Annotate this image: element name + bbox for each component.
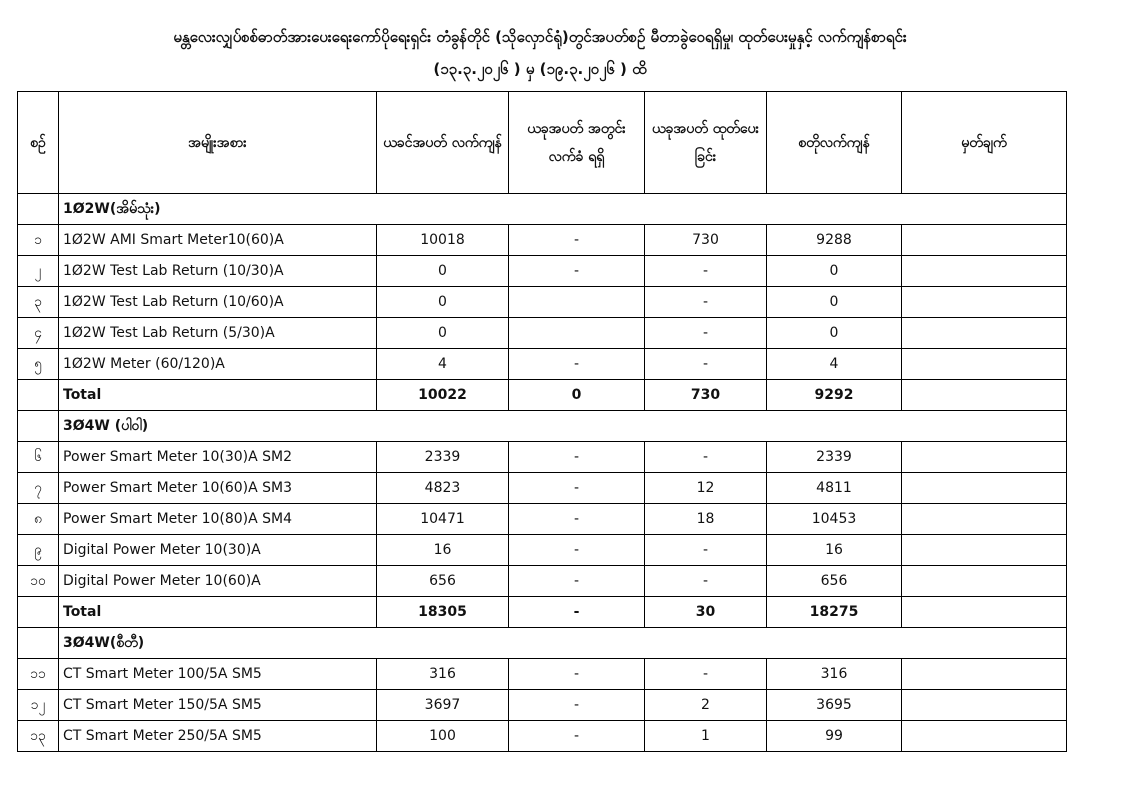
table-row — [18, 442, 1067, 473]
remarks-value — [902, 225, 1067, 256]
prev-balance-value: 3697 — [377, 690, 509, 721]
meter-type: CT Smart Meter 250/5A SM5 — [59, 721, 377, 752]
prev-balance-value: 316 — [377, 659, 509, 690]
remarks-value — [902, 504, 1067, 535]
issued-value: - — [645, 442, 767, 473]
meter-type: Digital Power Meter 10(30)A — [59, 535, 377, 566]
total-received: 0 — [509, 380, 645, 411]
prev-balance-value: 16 — [377, 535, 509, 566]
table-row — [18, 256, 1067, 287]
remarks-value — [902, 721, 1067, 752]
issued-value: - — [645, 256, 767, 287]
row-number: ၃ — [18, 287, 59, 318]
stock-value: 2339 — [767, 442, 902, 473]
section-no-cell — [18, 628, 59, 659]
col-header-prev-balance: ယခင်အပတ် လက်ကျန် — [377, 92, 509, 194]
total-prev-balance: 10022 — [377, 380, 509, 411]
received-value: - — [509, 442, 645, 473]
issued-value: 1 — [645, 721, 767, 752]
remarks-value — [902, 349, 1067, 380]
stock-value: 4811 — [767, 473, 902, 504]
table-row — [18, 566, 1067, 597]
received-value: - — [509, 504, 645, 535]
section-label: 3Ø4W (ပါဝါ) — [59, 411, 1067, 442]
table-row — [18, 504, 1067, 535]
received-value: - — [509, 659, 645, 690]
section-no-cell — [18, 194, 59, 225]
prev-balance-value: 10018 — [377, 225, 509, 256]
total-issued: 730 — [645, 380, 767, 411]
stock-value: 316 — [767, 659, 902, 690]
issued-value: 12 — [645, 473, 767, 504]
issued-value: - — [645, 318, 767, 349]
col-header-no: စဉ် — [18, 92, 59, 194]
total-issued: 30 — [645, 597, 767, 628]
prev-balance-value: 0 — [377, 287, 509, 318]
issued-value: 18 — [645, 504, 767, 535]
document-title: မန္တလေးလျှပ်စစ်ဓာတ်အားပေးရေးကော်ပိုရေးရှင်း တံခွန်တိုင် (သိုလှောင်ရုံ)တွင်အပတ်စဉ် မီတာခွဲဝေရရှိမှု၊ ထုတ်ပေးမှုနှင့် လက်ကျန်စာရင်း — [173, 28, 907, 46]
prev-balance-value: 10471 — [377, 504, 509, 535]
section-header-row — [18, 628, 1067, 659]
header-row — [18, 92, 1067, 194]
col-header-remarks: မှတ်ချက် — [902, 92, 1067, 194]
table-row — [18, 535, 1067, 566]
stock-value: 16 — [767, 535, 902, 566]
stock-value: 0 — [767, 318, 902, 349]
total-label: Total — [59, 597, 377, 628]
row-number: ၁၁ — [18, 659, 59, 690]
stock-value: 10453 — [767, 504, 902, 535]
prev-balance-value: 0 — [377, 256, 509, 287]
meter-type: 1Ø2W Test Lab Return (10/60)A — [59, 287, 377, 318]
meter-type: CT Smart Meter 100/5A SM5 — [59, 659, 377, 690]
stock-value: 99 — [767, 721, 902, 752]
meter-type: 1Ø2W AMI Smart Meter10(60)A — [59, 225, 377, 256]
received-value: - — [509, 566, 645, 597]
issued-value: 2 — [645, 690, 767, 721]
row-number: ၆ — [18, 442, 59, 473]
remarks-value — [902, 287, 1067, 318]
table-row — [18, 473, 1067, 504]
meter-type: CT Smart Meter 150/5A SM5 — [59, 690, 377, 721]
meter-type: Digital Power Meter 10(60)A — [59, 566, 377, 597]
issued-value: - — [645, 535, 767, 566]
total-row — [18, 380, 1067, 411]
issued-value: - — [645, 566, 767, 597]
stock-value: 4 — [767, 349, 902, 380]
received-value: - — [509, 349, 645, 380]
meter-type: 1Ø2W Test Lab Return (10/30)A — [59, 256, 377, 287]
remarks-value — [902, 659, 1067, 690]
issued-value: 730 — [645, 225, 767, 256]
table-body — [18, 194, 1067, 752]
received-value: - — [509, 256, 645, 287]
table-row — [18, 690, 1067, 721]
total-no-cell — [18, 380, 59, 411]
received-value: - — [509, 721, 645, 752]
prev-balance-value: 100 — [377, 721, 509, 752]
remarks-value — [902, 690, 1067, 721]
col-header-issued: ယခုအပတ် ထုတ်ပေးခြင်း — [645, 92, 767, 194]
total-stock: 18275 — [767, 597, 902, 628]
table-row — [18, 225, 1067, 256]
remarks-value — [902, 318, 1067, 349]
row-number: ၁၀ — [18, 566, 59, 597]
col-header-type: အမျိုးအစား — [59, 92, 377, 194]
row-number: ၇ — [18, 473, 59, 504]
prev-balance-value: 4823 — [377, 473, 509, 504]
meter-type: Power Smart Meter 10(80)A SM4 — [59, 504, 377, 535]
prev-balance-value: 0 — [377, 318, 509, 349]
total-label: Total — [59, 380, 377, 411]
section-header-row — [18, 411, 1067, 442]
received-value — [509, 318, 645, 349]
total-prev-balance: 18305 — [377, 597, 509, 628]
meter-inventory-table — [17, 91, 1067, 752]
table-row — [18, 287, 1067, 318]
stock-value: 0 — [767, 256, 902, 287]
remarks-value — [902, 256, 1067, 287]
row-number: ၂ — [18, 256, 59, 287]
row-number: ၁၃ — [18, 721, 59, 752]
remarks-value — [902, 473, 1067, 504]
row-number: ၅ — [18, 349, 59, 380]
prev-balance-value: 4 — [377, 349, 509, 380]
section-no-cell — [18, 411, 59, 442]
row-number: ၁၂ — [18, 690, 59, 721]
table-row — [18, 318, 1067, 349]
row-number: ၁ — [18, 225, 59, 256]
total-no-cell — [18, 597, 59, 628]
total-remarks — [902, 597, 1067, 628]
total-remarks — [902, 380, 1067, 411]
issued-value: - — [645, 287, 767, 318]
date-range: (၁၃.၃.၂၀၂၆ ) မှ (၁၉.၃.၂၀၂၆ ) ထိ — [433, 60, 647, 78]
section-label: 1Ø2W(အိမ်သုံး) — [59, 194, 1067, 225]
issued-value: - — [645, 659, 767, 690]
section-header-row — [18, 194, 1067, 225]
total-row — [18, 597, 1067, 628]
meter-type: 1Ø2W Meter (60/120)A — [59, 349, 377, 380]
meter-type: 1Ø2W Test Lab Return (5/30)A — [59, 318, 377, 349]
total-received: - — [509, 597, 645, 628]
row-number: ၄ — [18, 318, 59, 349]
prev-balance-value: 2339 — [377, 442, 509, 473]
stock-value: 9288 — [767, 225, 902, 256]
col-header-received: ယခုအပတ် အတွင်းလက်ခံ ရရှိ — [509, 92, 645, 194]
table-row — [18, 721, 1067, 752]
total-stock: 9292 — [767, 380, 902, 411]
remarks-value — [902, 566, 1067, 597]
remarks-value — [902, 535, 1067, 566]
stock-value: 3695 — [767, 690, 902, 721]
col-header-stock: စတိုလက်ကျန် — [767, 92, 902, 194]
row-number: ၈ — [18, 504, 59, 535]
section-label: 3Ø4W(စီတီ) — [59, 628, 1067, 659]
table-row — [18, 659, 1067, 690]
issued-value: - — [645, 349, 767, 380]
received-value: - — [509, 535, 645, 566]
prev-balance-value: 656 — [377, 566, 509, 597]
meter-type: Power Smart Meter 10(60)A SM3 — [59, 473, 377, 504]
meter-type: Power Smart Meter 10(30)A SM2 — [59, 442, 377, 473]
stock-value: 0 — [767, 287, 902, 318]
received-value: - — [509, 690, 645, 721]
received-value: - — [509, 225, 645, 256]
stock-value: 656 — [767, 566, 902, 597]
received-value — [509, 287, 645, 318]
received-value: - — [509, 473, 645, 504]
row-number: ၉ — [18, 535, 59, 566]
table-row — [18, 349, 1067, 380]
remarks-value — [902, 442, 1067, 473]
